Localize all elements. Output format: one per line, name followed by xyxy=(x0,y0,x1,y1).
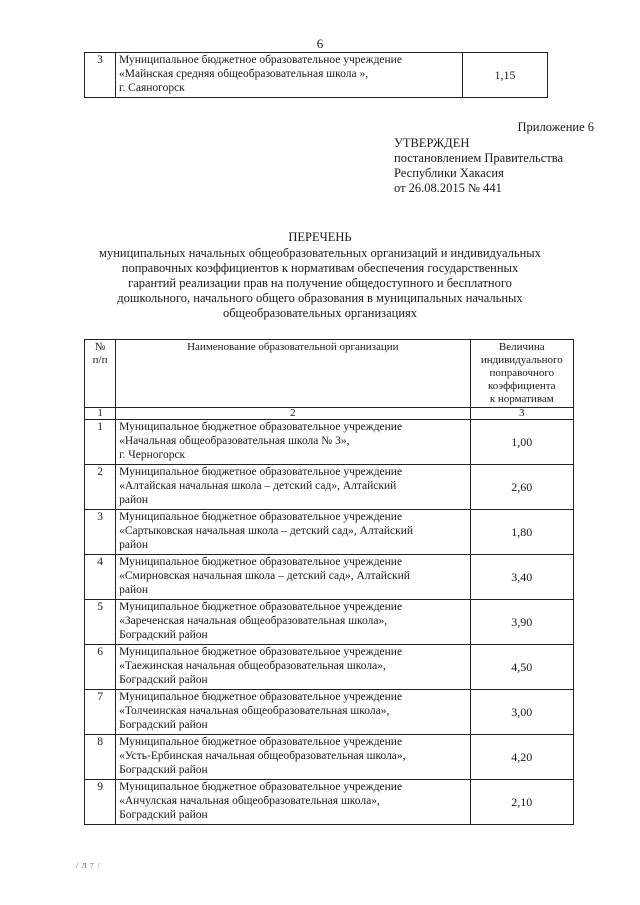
row-number: 3 xyxy=(85,510,116,555)
row-number: 8 xyxy=(85,735,116,780)
name-line: Муниципальное бюджетное образовательное учреждение xyxy=(119,556,403,568)
table-row xyxy=(85,53,548,98)
coefficient-value: 3,90 xyxy=(470,600,573,645)
header-line: индивидуального xyxy=(480,354,563,366)
coefficient-value: 1,80 xyxy=(470,510,573,555)
coefficient-value: 4,50 xyxy=(470,645,573,690)
heading-line: муниципальных начальных общеобразовательных организаций и индивидуальных xyxy=(99,246,541,260)
name-line: «Смирновская начальная школа – детский сад», Алтайский xyxy=(119,570,410,582)
name-line: «Зареченская начальная общеобразовательная школа», xyxy=(119,615,388,627)
name-line: «Усть-Ербинская начальная общеобразовательная школа», xyxy=(119,750,406,762)
name-line: Муниципальное бюджетное образовательное учреждение xyxy=(119,691,403,703)
heading-line: поправочных коэффициентов к нормативам обеспечения государственных xyxy=(121,261,519,275)
header-line: Величина xyxy=(498,341,545,353)
name-line: «Алтайская начальная школа – детский сад», Алтайский xyxy=(119,480,397,492)
name-line: район xyxy=(119,494,149,506)
approved-label: УТВЕРЖДЕН xyxy=(394,136,470,150)
name-line: Боградский район xyxy=(119,809,208,821)
coefficient-value: 4,20 xyxy=(470,735,573,780)
header-line: п/п xyxy=(92,354,108,366)
name-line: Боградский район xyxy=(119,764,208,776)
row-number: 2 xyxy=(85,465,116,510)
organization-name xyxy=(116,690,470,735)
coefficient-value: 1,15 xyxy=(463,53,548,98)
organization-name xyxy=(116,420,470,465)
heading-line: общеобразовательных организациях xyxy=(222,306,418,320)
page-number: 6 xyxy=(316,36,324,51)
name-line: Муниципальное бюджетное образовательное учреждение xyxy=(119,646,403,658)
header-name: Наименование образовательной организации xyxy=(116,340,470,408)
name-line: Боградский район xyxy=(119,719,208,731)
coefficient-value: 1,00 xyxy=(470,420,573,465)
table-row xyxy=(85,735,574,780)
row-number: 4 xyxy=(85,555,116,600)
name-line: г. Саяногорск xyxy=(119,82,185,94)
organization-name xyxy=(116,53,463,98)
name-line: «Толчеинская начальная общеобразовательная школа», xyxy=(119,705,390,717)
approval-block xyxy=(394,120,594,196)
index-cell: 1 xyxy=(85,408,116,420)
name-line: «Анчулская начальная общеобразовательная школа», xyxy=(119,795,380,807)
row-number: 1 xyxy=(85,420,116,465)
name-line: «Таежинская начальная общеобразовательная школа», xyxy=(119,660,386,672)
row-number: 6 xyxy=(85,645,116,690)
heading-line: гарантий реализации прав на получение общедоступного и бесплатного xyxy=(128,276,512,290)
organization-name xyxy=(116,465,470,510)
organization-name xyxy=(116,555,470,600)
name-line: Муниципальное бюджетное образовательное учреждение xyxy=(119,421,403,433)
organization-name xyxy=(116,780,470,825)
heading-line: дошкольного, начального общего образования в муниципальных начальных xyxy=(117,291,523,305)
table-row xyxy=(85,600,574,645)
organization-name xyxy=(116,510,470,555)
row-number: 9 xyxy=(85,780,116,825)
approval-line: постановлением Правительства xyxy=(394,151,564,165)
name-line: Муниципальное бюджетное образовательное учреждение xyxy=(119,601,403,613)
organization-name xyxy=(116,735,470,780)
name-line: г. Черногорск xyxy=(119,449,186,461)
name-line: Муниципальное бюджетное образовательное учреждение xyxy=(119,736,403,748)
header-line: коэффициента xyxy=(488,380,556,392)
name-line: район xyxy=(119,539,149,551)
header-line: к нормативам xyxy=(489,393,554,405)
appendix-label: Приложение 6 xyxy=(517,120,594,134)
table-row xyxy=(85,510,574,555)
name-line: «Майнская средняя общеобразовательная школа », xyxy=(119,68,369,80)
coefficient-value: 2,10 xyxy=(470,780,573,825)
header-line: № xyxy=(94,341,106,353)
name-line: Муниципальное бюджетное образовательное учреждение xyxy=(119,466,403,478)
document-heading xyxy=(80,230,560,321)
table-row xyxy=(85,465,574,510)
coefficient-value: 3,40 xyxy=(470,555,573,600)
organization-name xyxy=(116,600,470,645)
name-line: Муниципальное бюджетное образовательное учреждение xyxy=(119,781,403,793)
name-line: «Сартыковская начальная школа – детский сад», Алтайский xyxy=(119,525,414,537)
name-line: «Начальная общеобразовательная школа № 3», xyxy=(119,435,350,447)
name-line: Боградский район xyxy=(119,674,208,686)
index-row xyxy=(85,408,574,420)
row-number: 5 xyxy=(85,600,116,645)
name-line: Муниципальное бюджетное образовательное учреждение xyxy=(119,511,403,523)
organization-name xyxy=(116,645,470,690)
row-number: 3 xyxy=(85,53,116,98)
name-line: Муниципальное бюджетное образовательное учреждение xyxy=(119,54,402,66)
approval-line: от 26.08.2015 № 441 xyxy=(394,181,502,195)
table-row xyxy=(85,780,574,825)
table-row xyxy=(85,420,574,465)
table-row xyxy=(85,645,574,690)
index-cell: 2 xyxy=(116,408,470,420)
footer-mark: / Л 7 / xyxy=(76,862,101,870)
coefficients-table xyxy=(84,339,574,825)
header-value xyxy=(470,340,573,408)
coefficient-value: 2,60 xyxy=(470,465,573,510)
table-row xyxy=(85,690,574,735)
row-number: 7 xyxy=(85,690,116,735)
index-cell: 3 xyxy=(470,408,573,420)
approval-line: Республики Хакасия xyxy=(394,166,504,180)
heading-title: ПЕРЕЧЕНЬ xyxy=(288,230,352,244)
coefficient-value: 3,00 xyxy=(470,690,573,735)
table-row xyxy=(85,555,574,600)
table-header-row xyxy=(85,340,574,408)
header-line: поправочного xyxy=(489,367,555,379)
continued-table xyxy=(84,52,548,98)
name-line: район xyxy=(119,584,149,596)
name-line: Боградский район xyxy=(119,629,208,641)
header-number xyxy=(85,340,116,408)
